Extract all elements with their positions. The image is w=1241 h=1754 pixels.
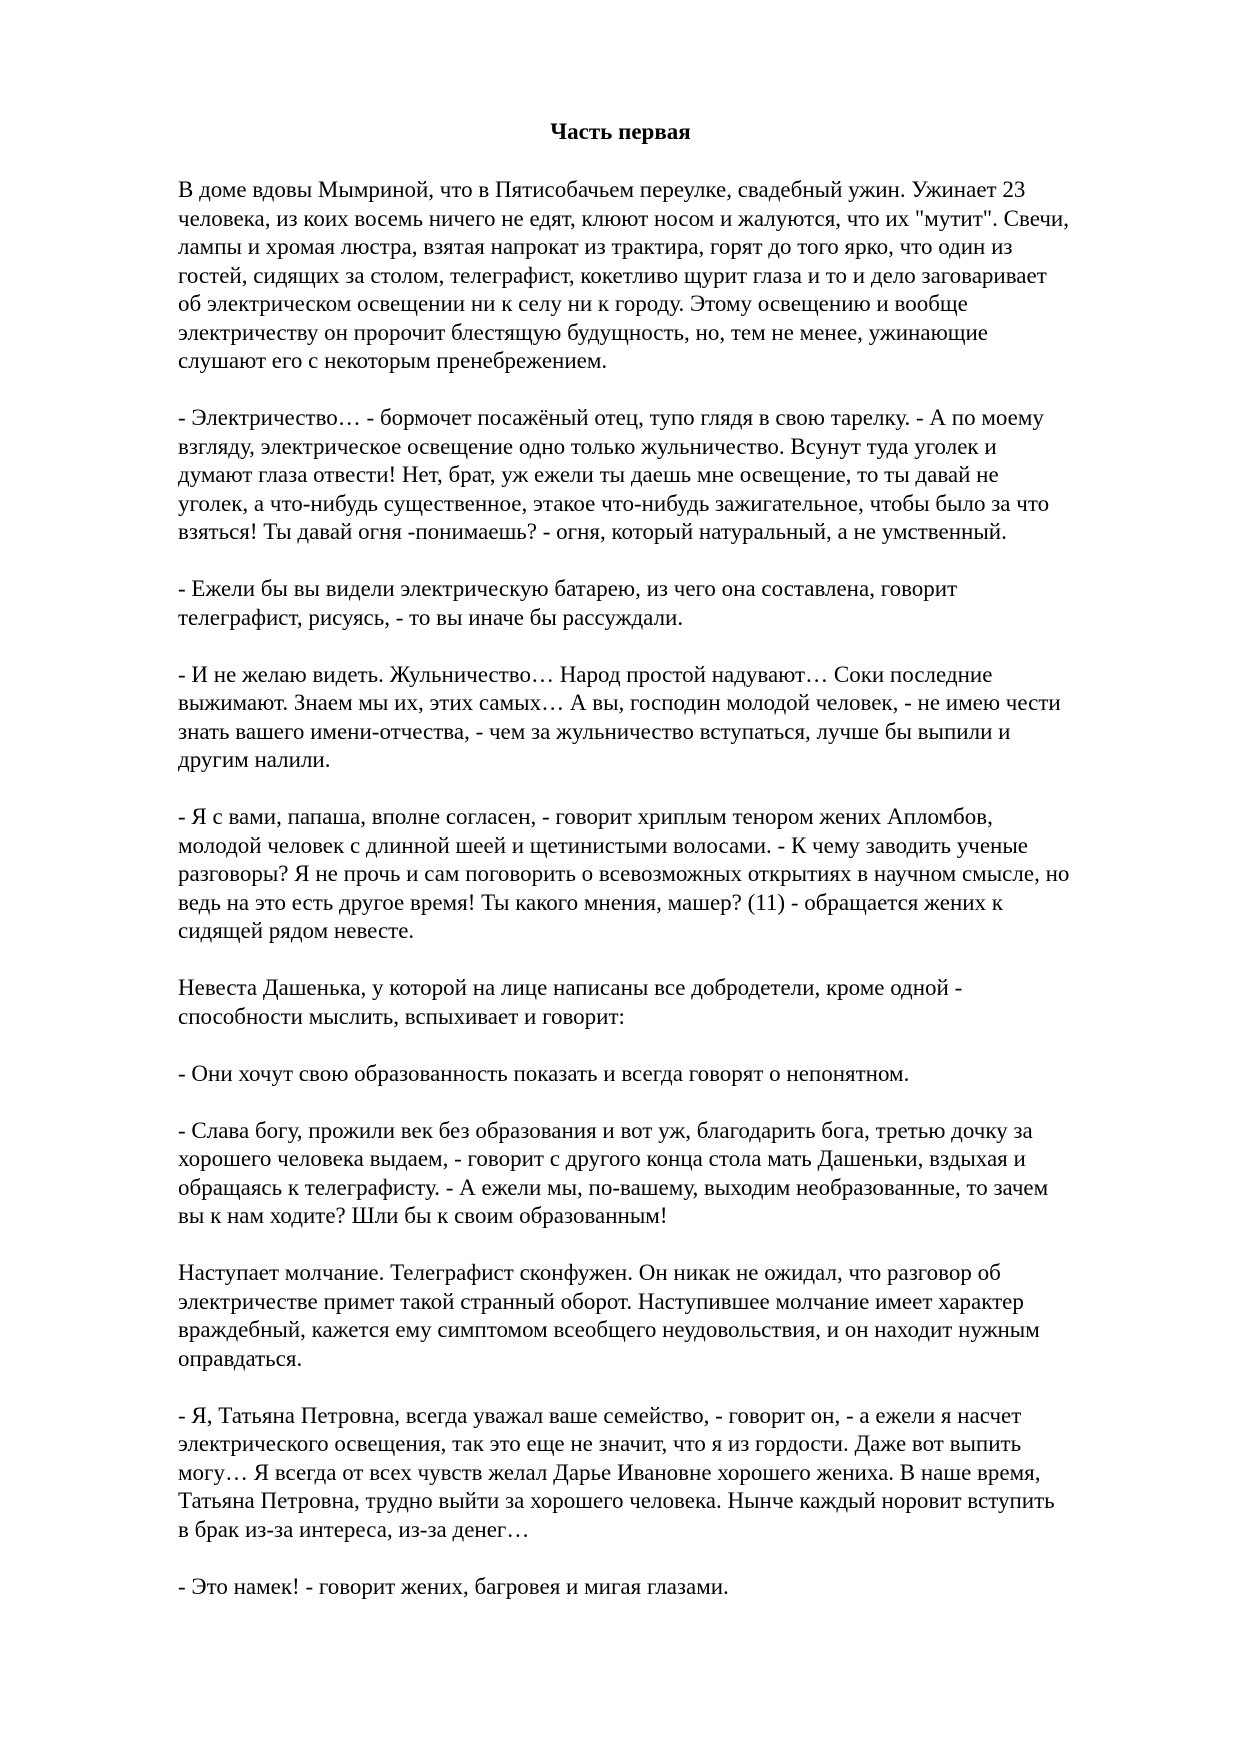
text-line: выжимают. Знаем мы их, этих самых… А вы, господин молодой человек, - не имею чести	[178, 690, 1061, 715]
paragraph	[178, 1402, 1188, 1545]
paragraph	[178, 803, 1188, 946]
text-line: думают глаза отвести! Нет, брат, уж ежели ты даешь мне освещение, то ты давай не	[178, 462, 999, 487]
text-line: Татьяна Петровна, трудно выйти за хорошего человека. Нынче каждый норовит вступить	[178, 1488, 1055, 1513]
chapter-title: Часть первая	[550, 119, 691, 144]
text-line: В доме вдовы Мымриной, что в Пятисобачьем переулке, свадебный ужин. Ужинает 23	[178, 177, 1026, 202]
paragraph	[178, 1060, 1188, 1089]
text-line: враждебный, кажется ему симптомом всеобщего неудовольствия, и он находит нужным	[178, 1317, 1040, 1342]
text-line: - Ежели бы вы видели электрическую батарею, из чего она составлена, говорит	[178, 576, 958, 601]
text-line: электричестве примет такой странный оборот. Наступившее молчание имеет характер	[178, 1288, 1024, 1314]
text-line: электричеству он пророчит блестящую будущность, но, тем не менее, ужинающие	[178, 319, 988, 345]
text-line: знать вашего имени-отчества, - чем за жульничество вступаться, лучше бы выпили и	[178, 718, 1011, 744]
text-line: Наступает молчание. Телеграфист сконфужен. Он никак не ожидал, что разговор об	[178, 1260, 1001, 1285]
text-line: взгляду, электрическое освещение одно только жульничество. Всунут туда уголек и	[178, 433, 997, 459]
text-line: человека, из коих восемь ничего не едят, клюют носом и жалуются, что их "мутит". Свечи,	[178, 205, 1069, 231]
text-line: - Слава богу, прожили век без образования и вот уж, благодарить бога, третью дочку за	[178, 1117, 1033, 1143]
text-line: слушают его с некоторым пренебрежением.	[178, 348, 608, 373]
text-line: гостей, сидящих за столом, телеграфист, кокетливо щурит глаза и то и дело заговаривает	[178, 262, 1047, 288]
paragraph	[178, 575, 1188, 632]
text-line: разговоры? Я не прочь и сам поговорить о всевозможных открытиях в научном смысле, но	[178, 861, 1070, 886]
text-line: взяться! Ты давай огня -понимаешь? - огня, который натуральный, а не умственный.	[178, 519, 1007, 544]
text-line: об электрическом освещении ни к селу ни к городу. Этому освещению и вообще	[178, 291, 968, 316]
text-line: - Электричество… - бормочет посажёный отец, тупо глядя в свою тарелку. - А по моему	[178, 405, 1044, 430]
text-line: - Я, Татьяна Петровна, всегда уважал ваше семейство, - говорит он, - а ежели я насчет	[178, 1402, 1022, 1428]
paragraph	[178, 1259, 1188, 1373]
paragraph	[178, 404, 1188, 547]
text-line: лампы и хромая люстра, взятая напрокат из трактира, горят до того ярко, что один из	[178, 234, 1013, 259]
text-line: Невеста Дашенька, у которой на лице написаны все добродетели, кроме одной -	[178, 975, 963, 1000]
text-line: хорошего человека выдаем, - говорит с другого конца стола мать Дашеньки, вздыхая и	[178, 1146, 1026, 1171]
text-line: сидящей рядом невесте.	[178, 918, 415, 943]
text-line: - Это намек! - говорит жених, багровея и мигая глазами.	[178, 1573, 729, 1599]
paragraph	[178, 176, 1188, 376]
paragraph	[178, 1117, 1188, 1231]
paragraph	[178, 974, 1188, 1031]
text-line: другим налили.	[178, 747, 331, 772]
text-line: электрического освещения, так это еще не значит, что я из гордости. Даже вот выпить	[178, 1431, 1022, 1456]
text-line: способности мыслить, вспыхивает и говорит:	[178, 1003, 625, 1029]
text-line: телеграфист, рисуясь, - то вы иначе бы рассуждали.	[178, 604, 684, 630]
text-line: молодой человек с длинной шеей и щетинистыми волосами. - К чему заводить ученые	[178, 832, 1029, 858]
text-line: - Я с вами, папаша, вполне согласен, - говорит хриплым тенором жених Апломбов,	[178, 804, 993, 829]
text-line: - И не желаю видеть. Жульничество… Народ простой надувают… Соки последние	[178, 661, 993, 687]
paragraph	[178, 661, 1188, 775]
text-line: уголек, а что-нибудь существенное, этакое что-нибудь зажигательное, чтобы было за что	[178, 490, 1050, 516]
text-line: вы к нам ходите? Шли бы к своим образованным!	[178, 1203, 668, 1228]
text-line: обращаясь к телеграфисту. - А ежели мы, по-вашему, выходим необразованные, то зачем	[178, 1174, 1049, 1200]
paragraph	[178, 1573, 1188, 1602]
text-line: оправдаться.	[178, 1345, 303, 1371]
text-line: могу… Я всегда от всех чувств желал Дарье Ивановне хорошего жениха. В наше время,	[178, 1459, 1041, 1485]
document-body	[178, 176, 1188, 1630]
text-line: ведь на это есть другое время! Ты какого мнения, машер? (11) - обращается жених к	[178, 889, 1003, 915]
text-line: в брак из-за интереса, из-за денег…	[178, 1516, 530, 1542]
text-line: - Они хочут свою образованность показать и всегда говорят о непонятном.	[178, 1060, 910, 1086]
